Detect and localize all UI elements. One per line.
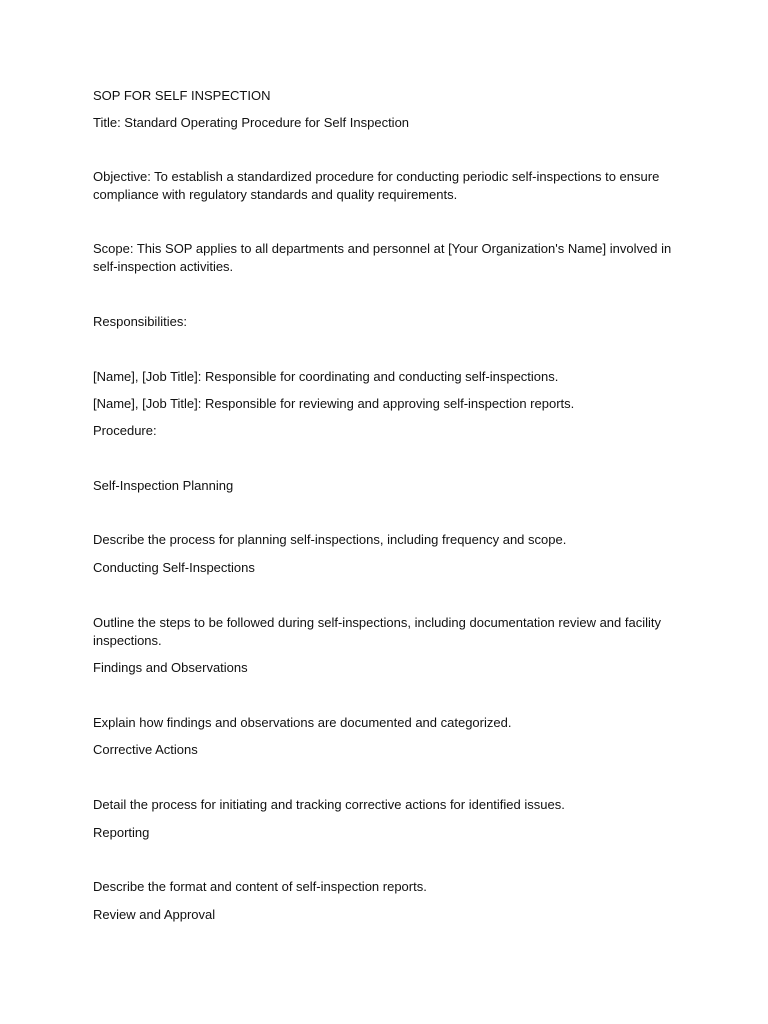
procedure-step-title: Reporting: [93, 825, 150, 840]
document-heading: SOP FOR SELF INSPECTION: [93, 88, 271, 103]
document-title: Title: Standard Operating Procedure for Self Inspection: [93, 115, 410, 130]
procedure-step-text: Detail the process for initiating and tracking corrective actions for identified issues.: [93, 797, 565, 812]
scope-paragraph: Scope: This SOP applies to all departments and personnel at [Your Organization's Name] involved in self-inspection activities.: [93, 241, 672, 274]
procedure-step-title: Self-Inspection Planning: [93, 478, 234, 493]
procedure-step-title: Conducting Self-Inspections: [93, 560, 255, 575]
procedure-step-text: Describe the format and content of self-inspection reports.: [93, 879, 427, 894]
procedure-step-title: Findings and Observations: [93, 660, 248, 675]
procedure-step-text: Explain how findings and observations are documented and categorized.: [93, 715, 512, 730]
objective-paragraph: Objective: To establish a standardized procedure for conducting periodic self-inspections to ensure compliance with regulatory standards and quality requirements.: [93, 169, 660, 202]
procedure-step-text: Describe the process for planning self-inspections, including frequency and scope.: [93, 532, 567, 547]
procedure-heading: Procedure:: [93, 423, 157, 438]
procedure-step-title: Corrective Actions: [93, 742, 198, 757]
procedure-step-title: Review and Approval: [93, 907, 216, 922]
procedure-step-text: Outline the steps to be followed during self-inspections, including documentation review and facility inspections.: [93, 615, 661, 648]
responsibility-item: [Name], [Job Title]: Responsible for reviewing and approving self-inspection reports.: [93, 396, 575, 411]
responsibility-item: [Name], [Job Title]: Responsible for coordinating and conducting self-inspections.: [93, 369, 559, 384]
responsibilities-heading: Responsibilities:: [93, 314, 187, 329]
